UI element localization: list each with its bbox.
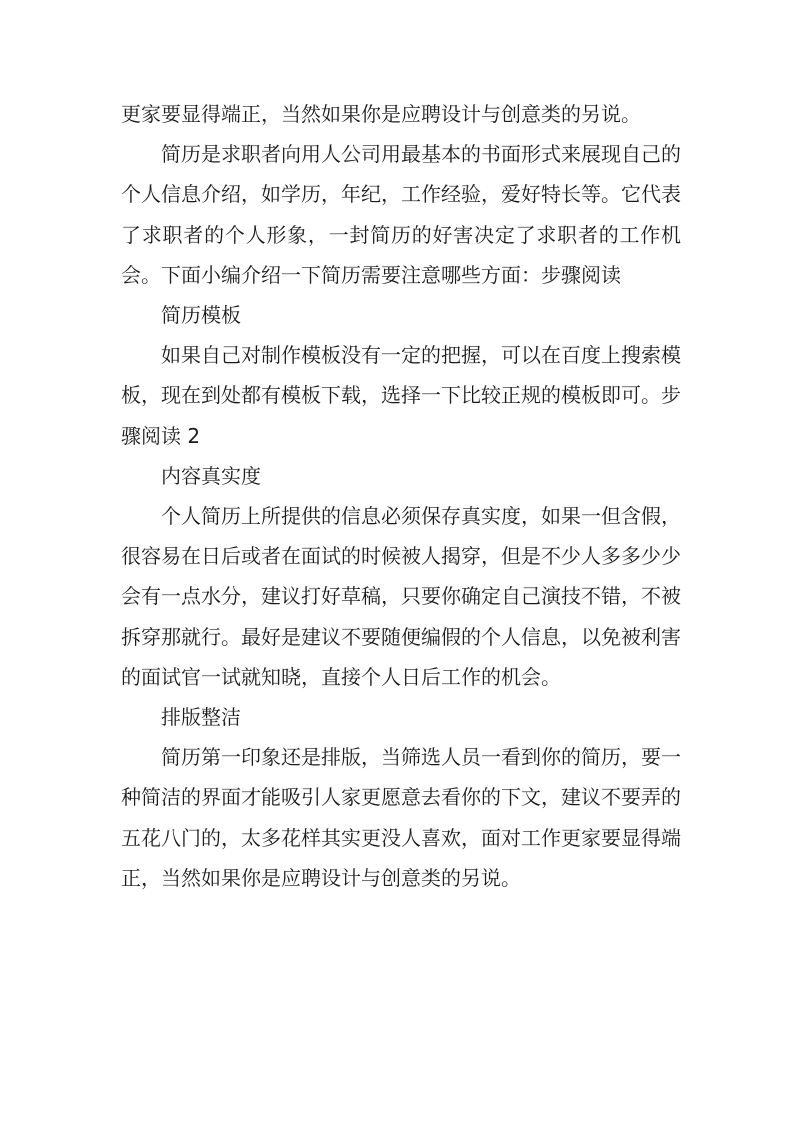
section-heading-template: 简历模板 <box>161 303 241 328</box>
section-heading-layout: 排版整洁 <box>161 705 241 730</box>
paragraph-authenticity: 个人简历上所提供的信息必须保存真实度，如果一但含假，很容易在日后或者在面试的时候被人揭穿，但是不少人多多少少会有一点水分，建议打好草稿，只要你确定自己演技不错，不被拆穿那就行。最好是建议不要随便编假的个人信息，以免被利害的面试官一试就知晓，直接个人日后工作的机会。 <box>121 504 681 689</box>
section-heading-authenticity: 内容真实度 <box>161 463 261 488</box>
paragraph-layout: 简历第一印象还是排版，当筛选人员一看到你的简历，要一种简洁的界面才能吸引人家更愿意去看你的下文，建议不要弄的五花八门的，太多花样其实更没人喜欢，面对工作更家要显得端正，当然如果你是应聘设计与创意类的另说。 <box>121 745 681 890</box>
document-body <box>121 94 681 898</box>
paragraph-continuation: 更家要显得端正，当然如果你是应聘设计与创意类的另说。 <box>121 102 641 126</box>
paragraph-intro: 简历是求职者向用人公司用最基本的书面形式来展现自己的个人信息介绍，如学历，年纪，工作经验，爱好特长等。它代表了求职者的个人形象，一封简历的好害决定了求职者的工作机会。下面小编介绍一下简历需要注意哪些方面：步骤阅读 <box>121 142 681 287</box>
paragraph-template: 如果自己对制作模板没有一定的把握，可以在百度上搜索模板，现在到处都有模板下载，选择一下比较正规的模板即可。步骤阅读 2 <box>121 343 681 448</box>
